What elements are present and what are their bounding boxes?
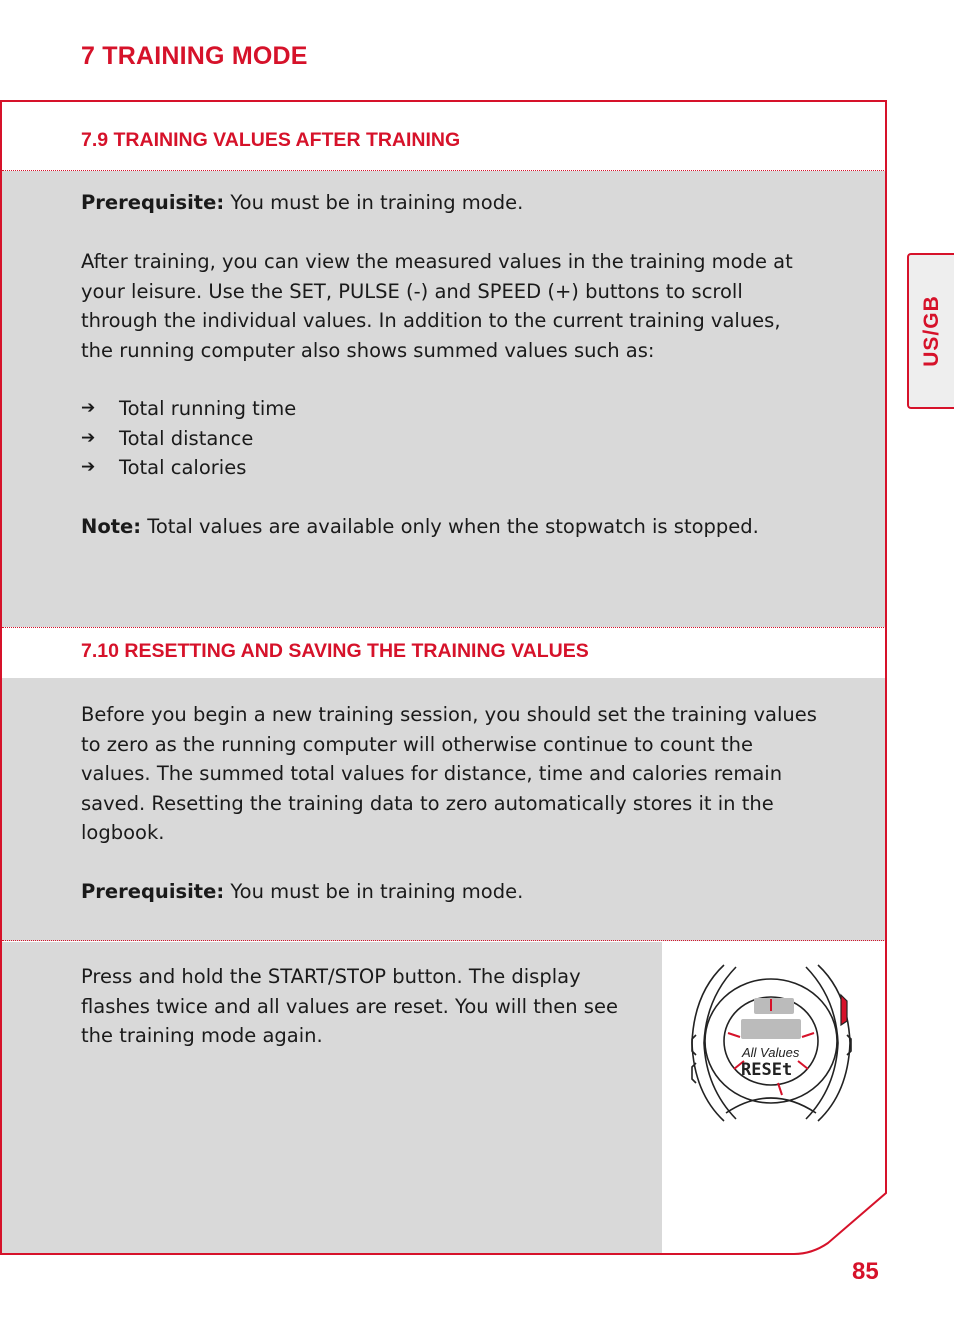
prerequisite-label: Prerequisite: (81, 191, 225, 214)
chapter-title: 7 TRAINING MODE (81, 42, 308, 70)
display-line-1: All Values (742, 1045, 800, 1060)
note-label: Note: (81, 515, 142, 538)
prerequisite-text: You must be in training mode. (224, 880, 524, 903)
list-item: ➔ Total distance (81, 424, 821, 454)
start-stop-button-icon (841, 995, 847, 1025)
arrow-right-icon: ➔ (81, 398, 96, 418)
list-item: ➔ Total calories (81, 453, 821, 483)
list-item: ➔ Total running time (81, 394, 821, 424)
note-text: Total values are available only when the stopwatch is stopped. (141, 515, 759, 538)
arrow-right-icon: ➔ (81, 427, 96, 448)
display-line-2: RESEt (741, 1060, 793, 1080)
language-tab[interactable] (907, 253, 954, 409)
section-10-paragraph: Before you begin a new training session, you should set the training values to zero as the running computer will otherwise continue to count the values. The summed total values for distance, time and calories remain saved. Resetting the training data to zero automatically stores it in the logbook. (81, 703, 817, 844)
arrow-right-icon: ➔ (81, 457, 96, 477)
reset-instruction: Press and hold the START/STOP button. The display flashes twice and all values are reset. You will then see the training mode again. (81, 965, 618, 1047)
watch-illustration (686, 963, 861, 1123)
prerequisite-text: You must be in training mode. (224, 191, 524, 214)
section-9-title: 7.9 TRAINING VALUES AFTER TRAINING (81, 129, 461, 151)
prerequisite-label: Prerequisite: (81, 880, 225, 903)
section-10-title: 7.10 RESETTING AND SAVING THE TRAINING VALUES (81, 640, 589, 662)
section-9-paragraph: After training, you can view the measured values in the training mode at your leisure. Use the SET, PULSE (-) and SPEED (+) buttons to scroll through the individual values. In addition to the current training values, the running computer also shows summed values such as: (81, 250, 793, 362)
page-number: 85 (852, 1258, 879, 1285)
language-tab-label: US/GB (919, 295, 943, 367)
